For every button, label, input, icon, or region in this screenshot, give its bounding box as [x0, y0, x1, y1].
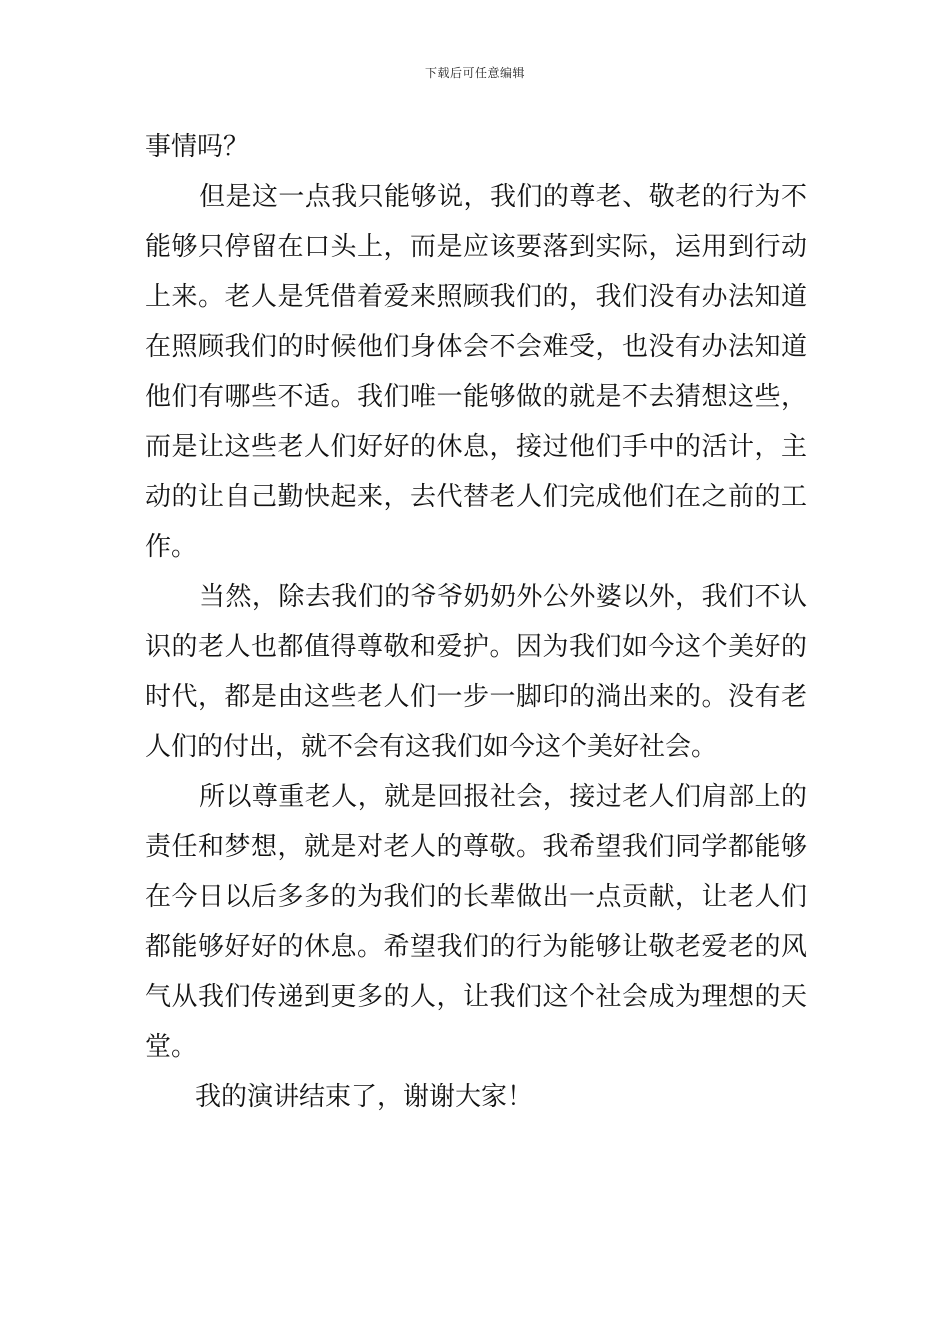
text-line: 事情吗？	[145, 132, 250, 162]
text-line: 所以尊重老人，就是回报社会，接过老人们肩部上的	[199, 782, 807, 812]
text-line: 在今日以后多多的为我们的长辈做出一点贡献，让老人们	[145, 882, 807, 912]
paragraph	[145, 572, 807, 772]
text-line: 作。	[145, 532, 198, 562]
document-body	[145, 122, 807, 1122]
page-header: 下载后可任意编辑	[424, 66, 525, 80]
text-line: 时代，都是由这些老人们一步一脚印的淌出来的。没有老	[145, 682, 807, 712]
text-line: 能够只停留在口头上，而是应该要落到实际，运用到行动	[145, 232, 807, 262]
text-line: 都能够好好的休息。希望我们的行为能够让敬老爱老的风	[145, 932, 807, 962]
text-line: 在照顾我们的时候他们身体会不会难受，也没有办法知道	[145, 332, 807, 362]
text-line: 气从我们传递到更多的人，让我们这个社会成为理想的天	[145, 982, 807, 1012]
paragraph-closing	[145, 1072, 807, 1122]
text-line: 但是这一点我只能够说，我们的尊老、敬老的行为不	[199, 182, 807, 212]
text-line: 当然，除去我们的爷爷奶奶外公外婆以外，我们不认	[199, 582, 807, 612]
text-line: 他们有哪些不适。我们唯一能够做的就是不去猜想这些，	[145, 382, 807, 412]
text-line: 识的老人也都值得尊敬和爱护。因为我们如今这个美好的	[145, 632, 807, 662]
text-line: 动的让自己勤快起来，去代替老人们完成他们在之前的工	[145, 482, 807, 512]
text-line: 上来。老人是凭借着爱来照顾我们的，我们没有办法知道	[145, 282, 807, 312]
text-line: 而是让这些老人们好好的休息，接过他们手中的活计，主	[145, 432, 807, 462]
text-line: 我的演讲结束了，谢谢大家！	[195, 1082, 534, 1112]
text-line: 堂。	[145, 1032, 198, 1062]
paragraph	[145, 772, 807, 1072]
text-line: 人们的付出，就不会有这我们如今这个美好社会。	[145, 732, 718, 762]
paragraph	[145, 172, 807, 572]
paragraph-continuation	[145, 122, 807, 172]
text-line: 责任和梦想，就是对老人的尊敬。我希望我们同学都能够	[145, 832, 807, 862]
